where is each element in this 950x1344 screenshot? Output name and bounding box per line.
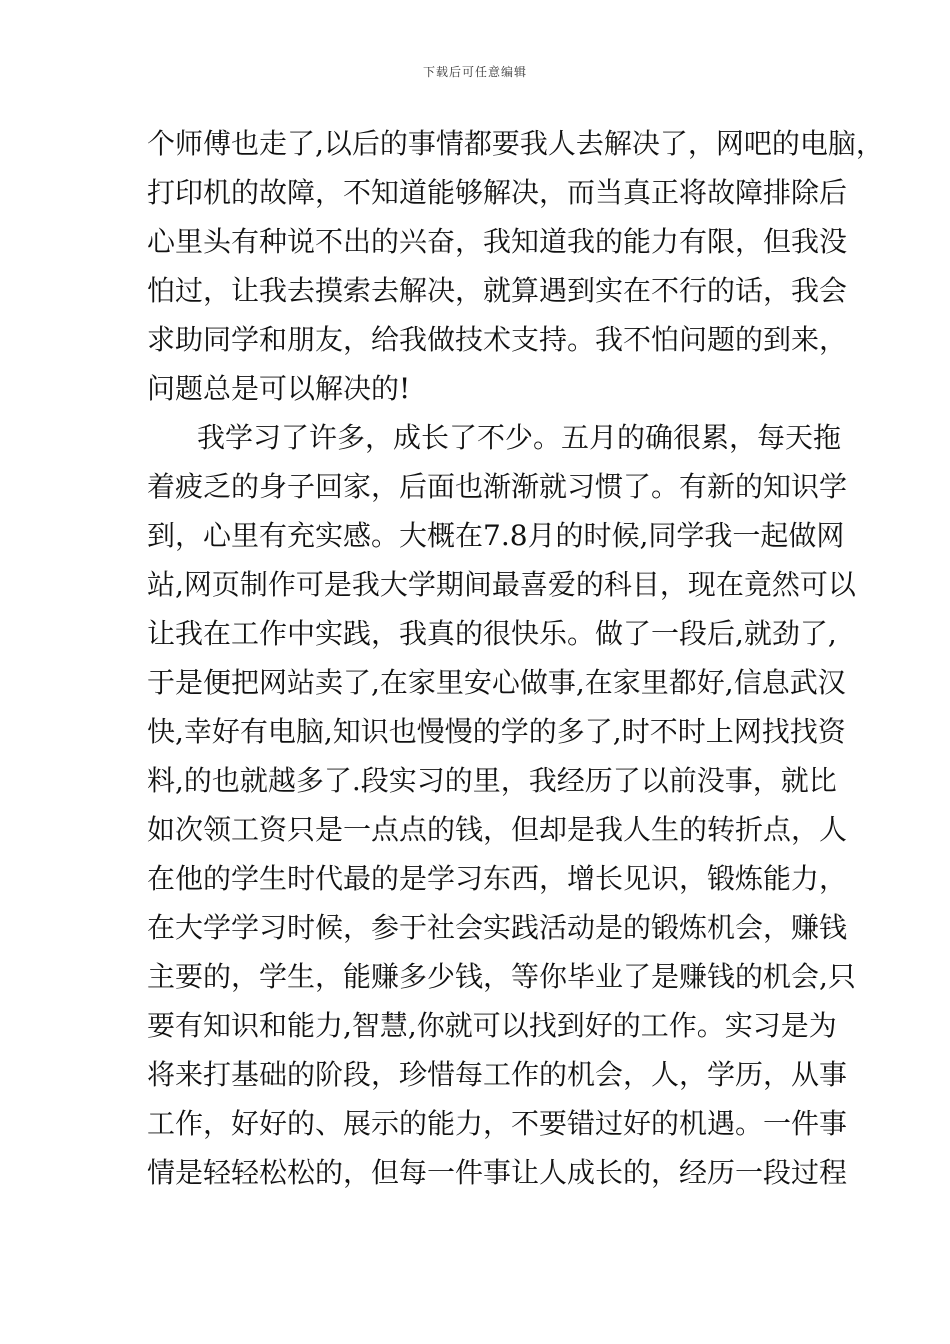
text-line: 打印机的故障，不知道能够解决，而当真正将故障排除后 bbox=[147, 176, 848, 209]
text-line: 心里头有种说不出的兴奋，我知道我的能力有限，但我没 bbox=[147, 225, 848, 258]
text-line: 情是轻轻松松的，但每一件事让人成长的，经历一段过程 bbox=[147, 1156, 848, 1189]
text-line: 料,的也就越多了.段实习的里，我经历了以前没事，就比 bbox=[147, 764, 837, 797]
page-header: 下载后可任意编辑 bbox=[422, 65, 527, 79]
text-line: 在他的学生时代最的是学习东西，增长见识，锻炼能力， bbox=[147, 862, 848, 895]
text-line: 将来打基础的阶段，珍惜每工作的机会，人，学历，从事 bbox=[147, 1058, 848, 1091]
text-line: 工作，好好的、展示的能力，不要错过好的机遇。一件事 bbox=[147, 1107, 848, 1140]
document-body bbox=[147, 119, 884, 1197]
text-line: 个师傅也走了,以后的事情都要我人去解决了，网吧的电脑， bbox=[147, 127, 884, 160]
text-line: 到，心里有充实感。大概在7.8月的时候,同学我一起做网 bbox=[147, 519, 845, 552]
text-line: 要有知识和能力,智慧,你就可以找到好的工作。实习是为 bbox=[147, 1009, 837, 1042]
text-line: 快,幸好有电脑,知识也慢慢的学的多了,时不时上网找找资 bbox=[147, 715, 846, 748]
text-line: 如次领工资只是一点点的钱，但却是我人生的转折点，人 bbox=[147, 813, 848, 846]
text-line: 着疲乏的身子回家，后面也渐渐就习惯了。有新的知识学 bbox=[147, 470, 848, 503]
text-line: 问题总是可以解决的! bbox=[147, 372, 411, 405]
text-line: 怕过，让我去摸索去解决，就算遇到实在不行的话，我会 bbox=[147, 274, 848, 307]
paragraph-first-line: 我学习了许多，成长了不少。五月的确很累，每天拖 bbox=[197, 421, 842, 454]
text-line: 主要的，学生，能赚多少钱，等你毕业了是赚钱的机会,只 bbox=[147, 960, 856, 993]
text-line: 让我在工作中实践，我真的很快乐。做了一段后,就劲了, bbox=[147, 617, 837, 650]
text-line: 求助同学和朋友，给我做技术支持。我不怕问题的到来， bbox=[147, 323, 848, 356]
text-line: 站,网页制作可是我大学期间最喜爱的科目，现在竟然可以 bbox=[147, 568, 856, 601]
text-line: 在大学学习时候，参于社会实践活动是的锻炼机会，赚钱 bbox=[147, 911, 848, 944]
text-line: 于是便把网站卖了,在家里安心做事,在家里都好,信息武汉 bbox=[147, 666, 846, 699]
